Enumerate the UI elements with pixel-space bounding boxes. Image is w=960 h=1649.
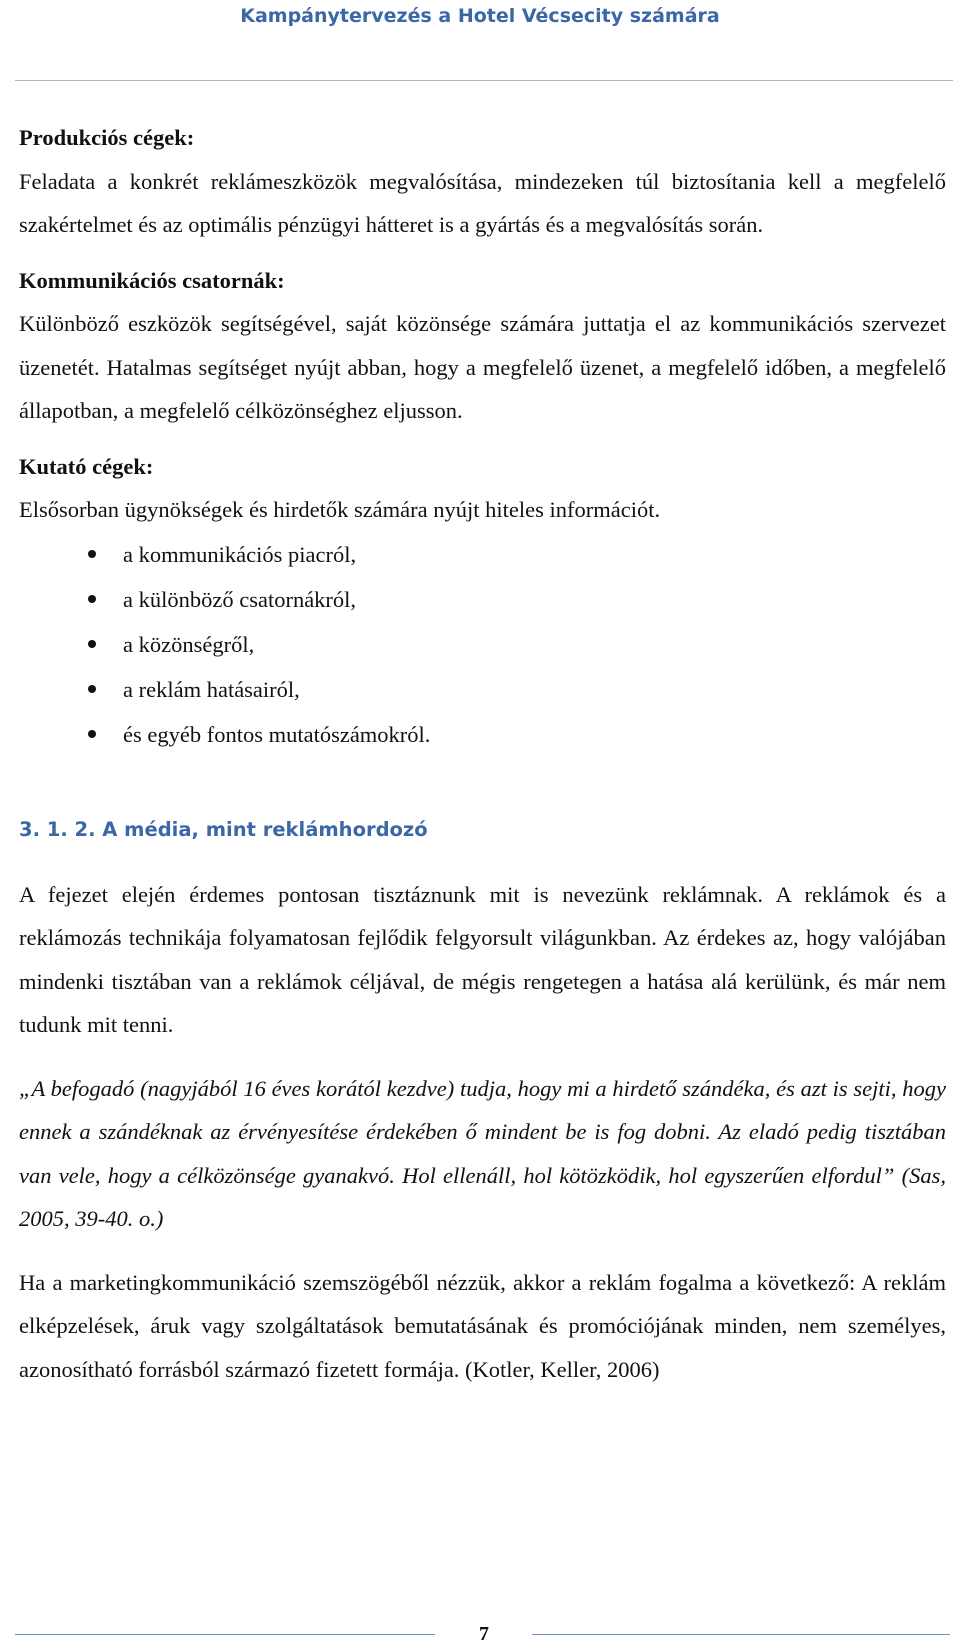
heading-research-companies: Kutató cégek: bbox=[19, 453, 154, 479]
footer-divider-right bbox=[532, 1634, 950, 1635]
bullet-icon bbox=[88, 640, 96, 648]
spacer bbox=[19, 845, 946, 873]
running-header: Kampánytervezés a Hotel Vécsecity számára bbox=[240, 5, 720, 27]
heading-communication-channels: Kommunikációs csatornák: bbox=[19, 267, 285, 293]
footer-divider-left bbox=[15, 1634, 435, 1635]
heading-production-companies: Produkciós cégek: bbox=[19, 125, 195, 150]
quote-sas: „A befogadó (nagyjából 16 éves korától kezdve) tudja, hogy mi a hirdető szándéka, és azt is sejti, hogy ennek a szándéknak az érvényesítése érdekében ő mindent be is fog dobni. Az eladó pedig tisztában van vele, hogy a célközönsége gyanakvó. Hol ellenáll, hol kötözködik, hol egyszerűen elfordul” (Sas, 2005, 39-40. o.) bbox=[19, 1075, 946, 1231]
header-divider bbox=[15, 80, 953, 81]
list-item bbox=[19, 577, 946, 622]
bullet-icon bbox=[88, 595, 96, 603]
bullet-icon bbox=[88, 685, 96, 693]
bullet-icon bbox=[88, 730, 96, 738]
research-bullet-list bbox=[19, 532, 946, 757]
list-item-text: a különböző csatornákról, bbox=[123, 586, 357, 612]
list-item bbox=[19, 532, 946, 577]
paragraph-communication-channels: Különböző eszközök segítségével, saját közönsége számára juttatja el az kommunikációs szervezet üzenetét. Hatalmas segítséget nyújt abban, hogy a megfelelő üzenet, a megfelelő időben, a megfelelő állapotban, a megfelelő célközönséghez eljusson. bbox=[19, 311, 946, 423]
paragraph-production-companies: Feladata a konkrét reklámeszközök megvalósítása, mindezeken túl biztosítania kell a megfelelő szakértelmet és az optimális pénzügyi hátteret is a gyártás és a megvalósítás során. bbox=[19, 168, 946, 237]
list-item-text: a reklám hatásairól, bbox=[123, 676, 300, 702]
paragraph-advertising-definition: Ha a marketingkommunikáció szemszögéből nézzük, akkor a reklám fogalma a következő: A reklám elképzelések, áruk vagy szolgáltatások bemutatásának és promóciójának minden, nem személyes, azonosítható forrásból származó fizetett formája. (Kotler, Keller, 2006) bbox=[19, 1269, 946, 1382]
page-number: 7 bbox=[479, 1623, 489, 1645]
bullet-icon bbox=[88, 550, 96, 558]
list-item bbox=[19, 667, 946, 712]
spacer bbox=[19, 1047, 946, 1067]
spacer bbox=[19, 247, 946, 259]
paragraph-research-companies: Elsősorban ügynökségek és hirdetők számára nyújt hiteles információt. bbox=[19, 497, 661, 522]
spacer bbox=[19, 433, 946, 445]
section-title-media: 3. 1. 2. A média, mint reklámhordozó bbox=[19, 817, 428, 841]
list-item bbox=[19, 712, 946, 757]
list-item-text: a kommunikációs piacról, bbox=[123, 541, 357, 567]
spacer bbox=[19, 757, 946, 815]
list-item-text: a közönségről, bbox=[123, 631, 255, 657]
list-item bbox=[19, 622, 946, 667]
paragraph-advertising-intro: A fejezet elején érdemes pontosan tisztáznunk mit is nevezünk reklámnak. A reklámok és a reklámozás technikája folyamatosan fejlődik felgyorsult világunkban. Az érdekes az, hogy valójában mindenki tisztában van a reklámok céljával, de mégis rengetegen a hatása alá kerülünk, és már nem tudunk mit tenni. bbox=[19, 881, 946, 1037]
page-body bbox=[19, 116, 946, 1391]
list-item-text: és egyéb fontos mutatószámokról. bbox=[123, 721, 431, 747]
spacer bbox=[19, 1241, 946, 1261]
